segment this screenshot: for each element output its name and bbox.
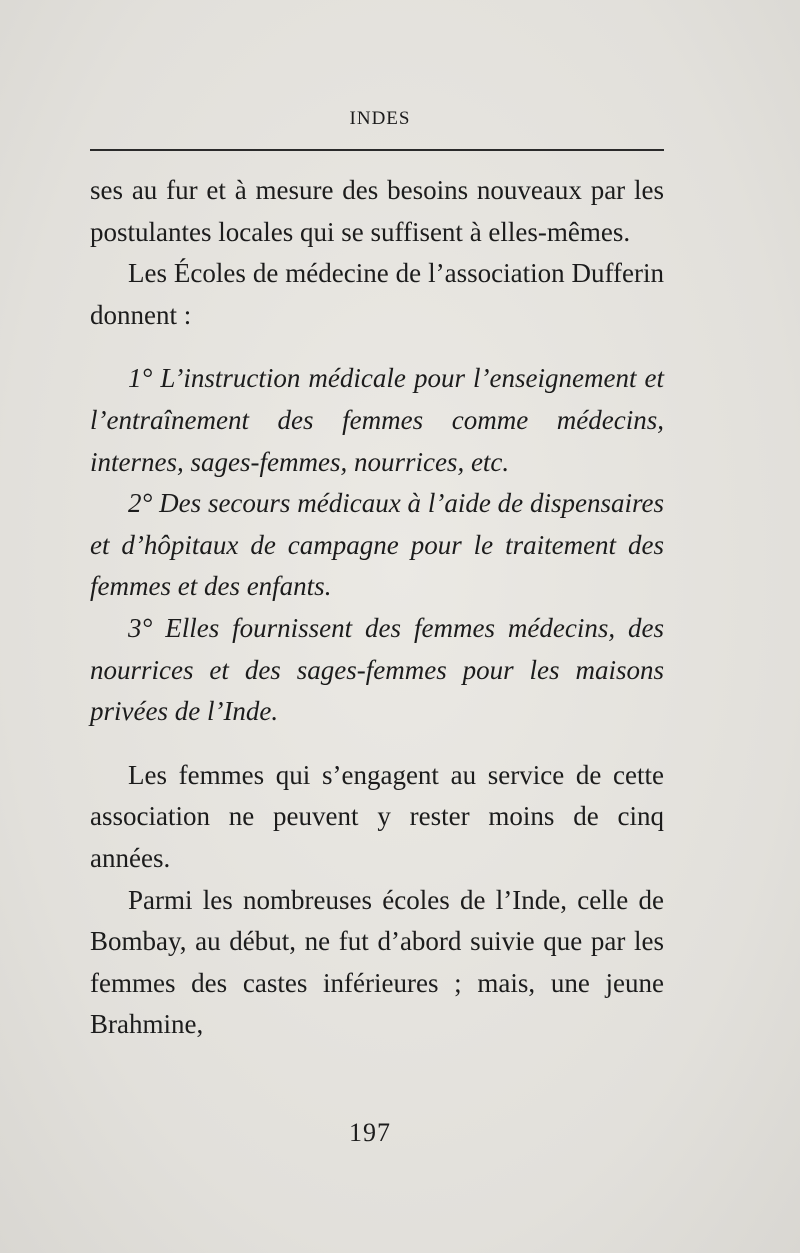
list-item-3: 3° Elles fournissent des femmes médecins, des nourrices et des sages-femmes pour les maisons privées de l’Inde. <box>90 612 664 727</box>
page-body <box>90 170 664 1046</box>
list-item-1: 1° L’instruction médicale pour l’enseignement et l’entraînement des femmes comme médecins, internes, sages-femmes, nourrices, etc. <box>90 363 664 477</box>
section-gap <box>90 733 664 755</box>
paragraph-continuation: ses au fur et à mesure des besoins nouveaux par les postulantes locales qui se suffisent à elles-mêmes. <box>90 175 664 247</box>
page-number: 197 <box>349 1118 391 1147</box>
list-item-2: 2° Des secours médicaux à l’aide de dispensaires et d’hôpitaux de campagne pour le traitement des femmes et des enfants. <box>90 488 664 602</box>
paragraph-dufferin-schools: Les Écoles de médecine de l’association Dufferin donnent : <box>90 258 664 330</box>
paragraph-bombay: Parmi les nombreuses écoles de l’Inde, celle de Bombay, au début, ne fut d’abord suivie que par les femmes des castes inférieures ; mais, une jeune Brahmine, <box>90 884 664 1040</box>
header-rule <box>90 149 664 151</box>
running-header: INDES <box>349 108 411 129</box>
paragraph-service: Les femmes qui s’engagent au service de cette association ne peuvent y rester moins de cinq années. <box>90 759 664 873</box>
section-gap <box>90 336 664 358</box>
